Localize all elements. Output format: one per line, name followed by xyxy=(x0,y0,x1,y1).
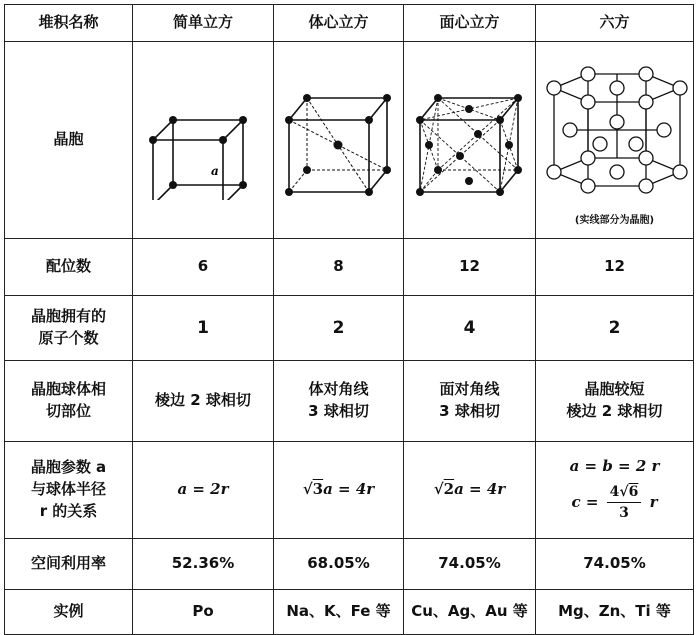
tangent-label-line1: 晶胞球体相 xyxy=(30,380,106,399)
atoms-label-line2: 原子个数 xyxy=(38,329,99,347)
example-simple-cubic: Po xyxy=(133,590,274,635)
coordination-body-centered: 8 xyxy=(274,239,404,296)
parameter-label xyxy=(5,442,133,539)
hex-formula-line1: a = b = 2 r xyxy=(569,457,660,476)
utilization-row xyxy=(5,539,694,590)
face-centered-diagram xyxy=(410,80,530,200)
sqrt-symbol: √ xyxy=(433,480,444,499)
bcc-formula-rest: a = 4r xyxy=(323,480,375,499)
fcc-formula-rest: a = 4r xyxy=(454,480,506,499)
tangent-face-centered xyxy=(404,361,536,442)
tangent-hex-line2: 棱边 2 球相切 xyxy=(566,402,663,420)
hex-fraction xyxy=(607,482,642,524)
atoms-hexagonal: 2 xyxy=(536,296,694,361)
utilization-body-centered: 68.05% xyxy=(274,539,404,590)
coordination-label: 配位数 xyxy=(5,239,133,296)
coordination-row xyxy=(5,239,694,296)
tangent-label-line2: 切部位 xyxy=(45,402,91,420)
example-face-centered: Cu、Ag、Au 等 xyxy=(404,590,536,635)
parameter-face-centered xyxy=(404,442,536,539)
tangent-hex-line1: 晶胞较短 xyxy=(584,380,645,399)
tangent-row xyxy=(5,361,694,442)
utilization-label: 空间利用率 xyxy=(5,539,133,590)
parameter-body-centered xyxy=(274,442,404,539)
crystal-packing-table xyxy=(4,4,694,635)
simple-cubic-diagram xyxy=(143,80,263,200)
utilization-simple-cubic: 52.36% xyxy=(133,539,274,590)
unit-cell-label: 晶胞 xyxy=(5,42,133,239)
example-hexagonal: Mg、Zn、Ti 等 xyxy=(536,590,694,635)
body-centered-diagram-cell xyxy=(274,42,404,239)
parameter-label-line3: r 的关系 xyxy=(39,501,98,520)
hex-formula-line2 xyxy=(536,482,693,524)
parameter-row xyxy=(5,442,694,539)
unit-cell-row xyxy=(5,42,694,239)
sqrt-symbol: √ xyxy=(619,484,629,501)
hex-fraction-numerator xyxy=(607,482,642,503)
tangent-bcc-line1: 体对角线 xyxy=(308,380,369,399)
example-body-centered: Na、K、Fe 等 xyxy=(274,590,404,635)
coordination-face-centered: 12 xyxy=(404,239,536,296)
atoms-body-centered: 2 xyxy=(274,296,404,361)
header-body-centered: 体心立方 xyxy=(274,5,404,42)
examples-label: 实例 xyxy=(5,590,133,635)
sqrt-radicand: 2 xyxy=(443,480,455,499)
hexagonal-diagram xyxy=(540,52,690,212)
hex-num-coef: 4 xyxy=(609,484,620,501)
atoms-label-line1: 晶胞拥有的 xyxy=(30,307,106,326)
simple-cubic-diagram-cell xyxy=(133,42,274,239)
tangent-label xyxy=(5,361,133,442)
atoms-simple-cubic: 1 xyxy=(133,296,274,361)
tangent-simple-cubic: 棱边 2 球相切 xyxy=(133,361,274,442)
body-centered-diagram xyxy=(279,80,399,200)
sqrt-radicand: 3 xyxy=(312,480,324,499)
parameter-hexagonal xyxy=(536,442,694,539)
atoms-face-centered: 4 xyxy=(404,296,536,361)
hex-fraction-denominator: 3 xyxy=(619,505,629,522)
tangent-body-centered xyxy=(274,361,404,442)
face-centered-diagram-cell xyxy=(404,42,536,239)
edge-label-a: a xyxy=(211,164,219,178)
header-face-centered: 面心立方 xyxy=(404,5,536,42)
utilization-hexagonal: 74.05% xyxy=(536,539,694,590)
header-row xyxy=(5,5,694,42)
hex-r: r xyxy=(649,492,658,511)
hex-unit-cell-note: (实线部分为晶胞) xyxy=(574,214,655,226)
coordination-hexagonal: 12 xyxy=(536,239,694,296)
sqrt-symbol: √ xyxy=(302,480,313,499)
hexagonal-diagram-cell xyxy=(536,42,694,239)
header-label: 堆积名称 xyxy=(5,5,133,42)
atoms-per-cell-label xyxy=(5,296,133,361)
examples-row xyxy=(5,590,694,635)
coordination-simple-cubic: 6 xyxy=(133,239,274,296)
hex-c-label: c = xyxy=(571,492,599,511)
parameter-label-line2: 与球体半径 xyxy=(30,480,106,499)
parameter-simple-cubic: a = 2r xyxy=(133,442,274,539)
utilization-face-centered: 74.05% xyxy=(404,539,536,590)
parameter-label-line1: 晶胞参数 a xyxy=(30,458,107,477)
tangent-hexagonal xyxy=(536,361,694,442)
header-hexagonal: 六方 xyxy=(536,5,694,42)
tangent-bcc-line2: 3 球相切 xyxy=(308,402,369,420)
tangent-fcc-line1: 面对角线 xyxy=(439,380,500,399)
atoms-per-cell-row xyxy=(5,296,694,361)
header-simple-cubic: 简单立方 xyxy=(133,5,274,42)
hex-num-root: 6 xyxy=(628,484,639,501)
tangent-fcc-line2: 3 球相切 xyxy=(439,402,500,420)
